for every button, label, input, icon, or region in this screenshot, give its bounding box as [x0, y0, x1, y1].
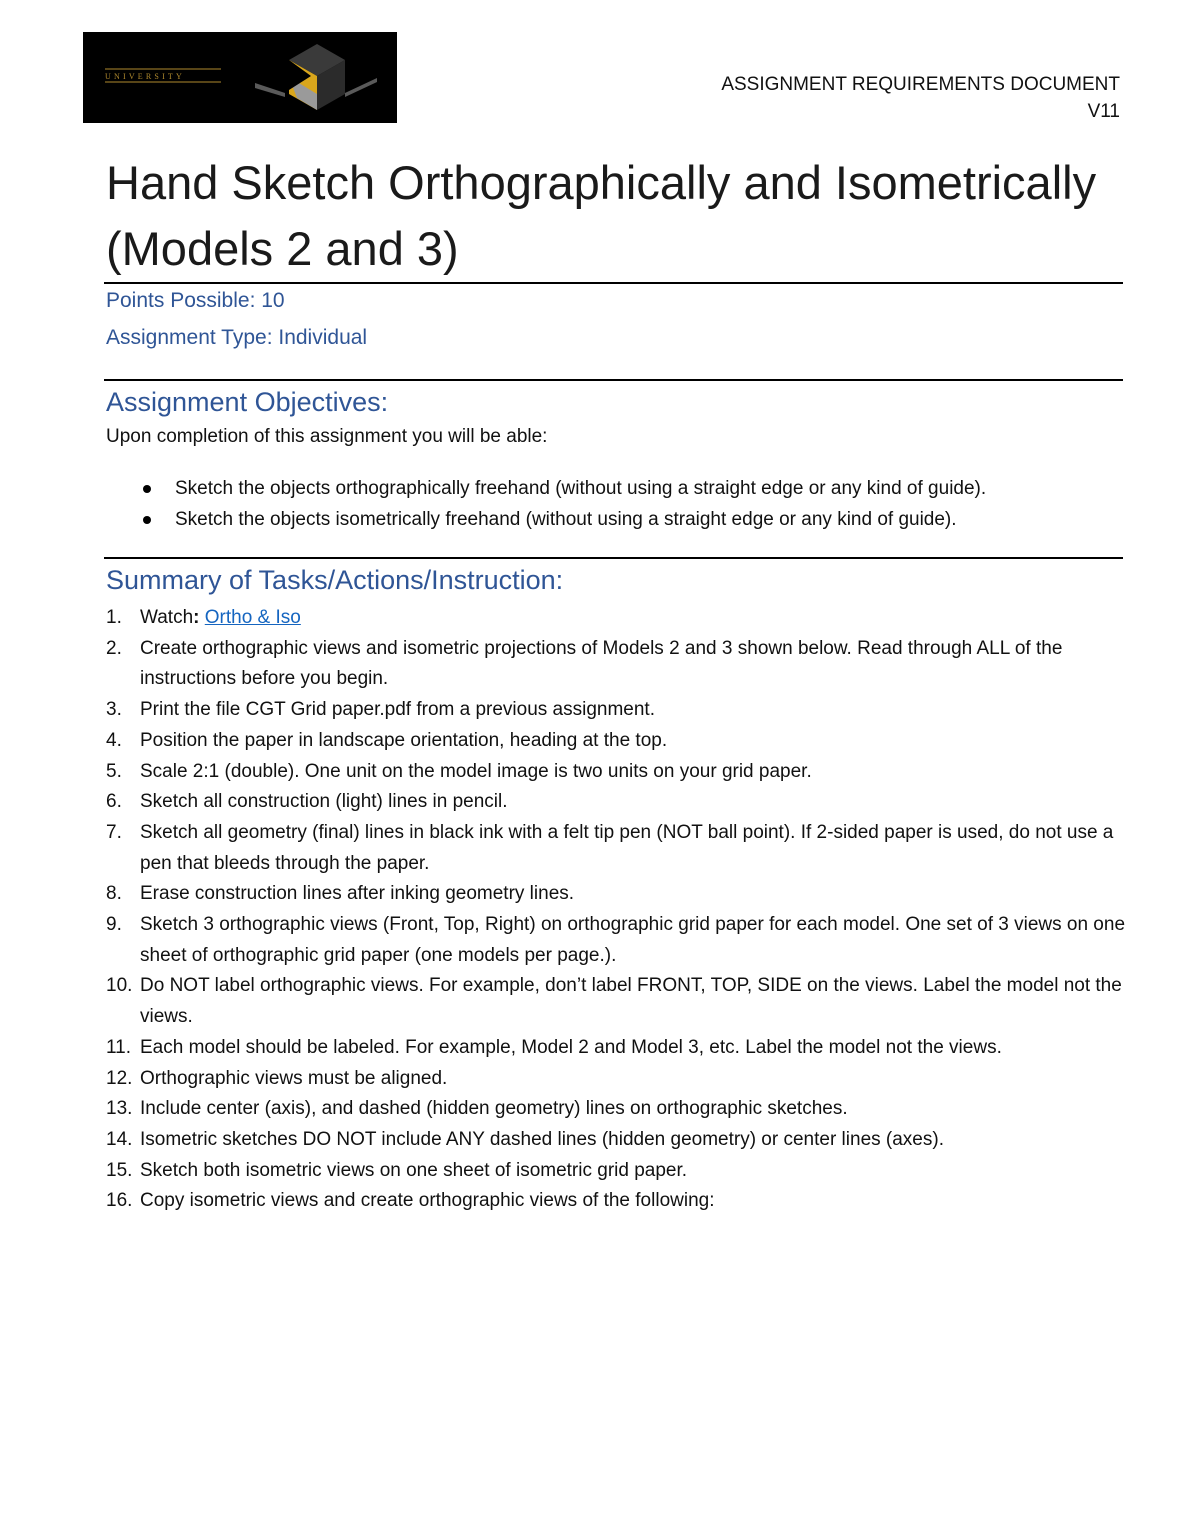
list-item: 14. Isometric sketches DO NOT include ANY dashed lines (hidden geometry) or center lines (axes).	[106, 1128, 944, 1150]
list-item: 7. Sketch all geometry (final) lines in black ink with a felt tip pen (NOT ball point). If 2-sided paper is used, do not use a pen that bleeds through the paper.	[106, 821, 1114, 874]
list-item: Sketch the objects isometrically freehand (without using a straight edge or any kind of guide).	[141, 504, 986, 535]
list-item: 11. Each model should be labeled. For example, Model 2 and Model 3, etc. Label the model not the views.	[106, 1036, 1002, 1058]
list-item: 6. Sketch all construction (light) lines in pencil.	[106, 791, 508, 813]
objectives-intro: Upon completion of this assignment you will be able:	[106, 426, 548, 447]
logo-wordmark: UNIVERSITY	[105, 72, 185, 81]
list-item: 8. Erase construction lines after inking geometry lines.	[106, 883, 575, 905]
list-item: 3. Print the file CGT Grid paper.pdf from a previous assignment.	[106, 699, 655, 721]
bullet-icon	[143, 485, 151, 493]
tasks-divider	[104, 557, 1123, 559]
list-item: 9. Sketch 3 orthographic views (Front, Top, Right) on orthographic grid paper for each model. One set of 3 views on one sheet of orthographic grid paper (one models per page.).	[106, 914, 1126, 966]
doc-label: ASSIGNMENT REQUIREMENTS DOCUMENT	[721, 74, 1120, 95]
title-line-1: Hand Sketch Orthographically and Isometrically	[106, 156, 1097, 209]
list-item: 13. Include center (axis), and dashed (hidden geometry) lines on orthographic sketches.	[106, 1098, 848, 1120]
list-item: 15. Sketch both isometric views on one sheet of isometric grid paper.	[106, 1159, 688, 1181]
objectives-divider	[104, 379, 1123, 381]
list-item: 10. Do NOT label orthographic views. For example, don’t label FRONT, TOP, SIDE on the views. Label the model not the views.	[106, 975, 1122, 1028]
list-item: 1. Watch: Ortho & Iso	[106, 607, 301, 628]
page-title	[106, 150, 1116, 282]
title-line-2: (Models 2 and 3)	[106, 222, 459, 275]
assignment-type: Assignment Type: Individual	[106, 326, 368, 349]
list-item: 4. Position the paper in landscape orientation, heading at the top.	[106, 729, 668, 751]
list-item: 5. Scale 2:1 (double). One unit on the model image is two units on your grid paper.	[106, 760, 812, 782]
university-logo	[83, 32, 397, 123]
logo-graphic	[83, 32, 397, 123]
list-item: 12. Orthographic views must be aligned.	[106, 1067, 448, 1089]
doc-version: V11	[1087, 101, 1120, 122]
ortho-iso-link[interactable]: Ortho & Iso	[204, 607, 301, 628]
objectives-list	[141, 473, 986, 535]
tasks-heading: Summary of Tasks/Actions/Instruction:	[106, 565, 564, 595]
points-possible: Points Possible: 10	[106, 289, 285, 312]
document-header	[721, 71, 1120, 125]
list-item: 2. Create orthographic views and isometric projections of Models 2 and 3 shown below. Read through ALL of the instructions before you begin.	[106, 637, 1063, 690]
bullet-icon	[143, 516, 151, 524]
list-item: Sketch the objects orthographically freehand (without using a straight edge or any kind of guide).	[141, 473, 986, 504]
list-item: 16. Copy isometric views and create orthographic views of the following:	[106, 1190, 715, 1212]
tasks-list	[106, 603, 1126, 1217]
objectives-heading: Assignment Objectives:	[106, 387, 389, 417]
title-divider	[104, 282, 1123, 284]
